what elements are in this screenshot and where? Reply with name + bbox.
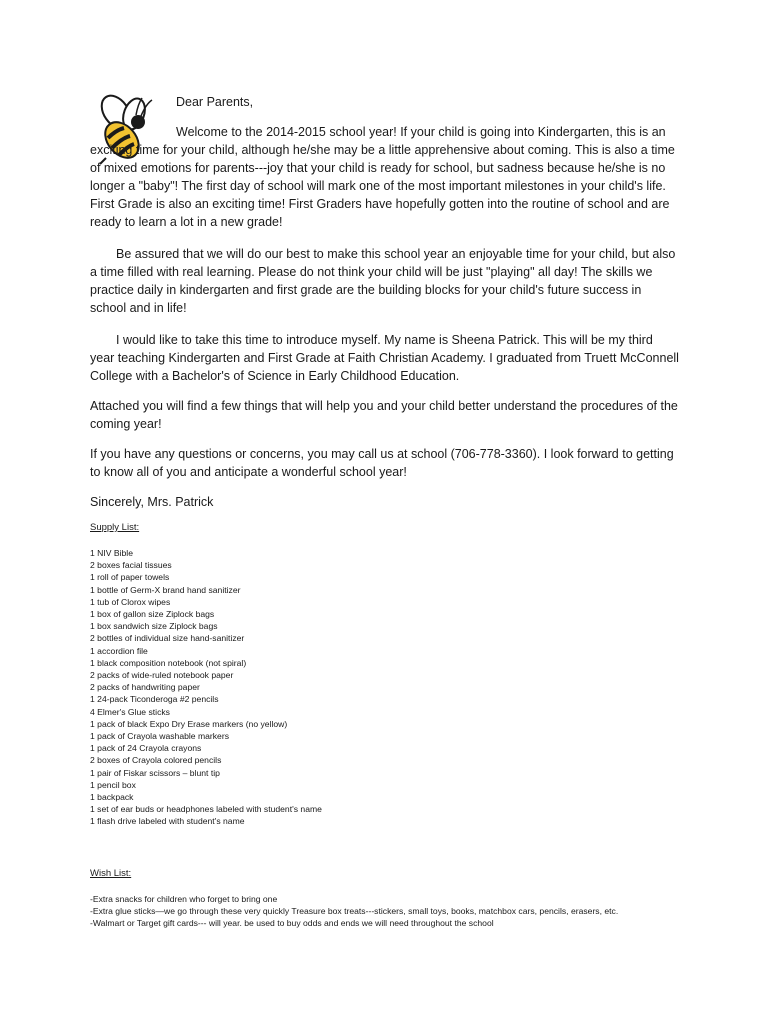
list-item: -Extra glue sticks—we go through these very quickly Treasure box treats---stickers, small toys, books, matchbox cars, pencils, erasers, etc. [90,906,619,917]
letter-paragraph-1: Welcome to the 2014-2015 school year! If your child is going into Kindergarten, this is an exciting time for your child, although he/she may be a little apprehensive about coming. This is also a time of mixed emotions for parents---joy that your child is ready for school, but sadness because he/she is no longer a "baby"! The first day of school will mark one of the most important milestones in your child's life. First Grade is also an exciting time! First Graders have hopefully gotten into the routine of school and are ready to learn a lot in a new grade! [90,125,675,229]
list-item: 1 bottle of Germ-X brand hand sanitizer [90,584,241,595]
list-item: 2 packs of handwriting paper [90,682,200,693]
list-item: 2 packs of wide-ruled notebook paper [90,670,234,681]
list-item: 1 pack of 24 Crayola crayons [90,743,202,754]
list-item: -Extra snacks for children who forget to bring one [90,894,278,904]
salutation: Dear Parents, [176,95,254,109]
list-item: 1 box of gallon size Ziplock bags [90,609,215,620]
list-item: 1 roll of paper towels [90,572,170,583]
list-item: 4 Elmer's Glue sticks [90,706,170,717]
list-item: -Walmart or Target gift cards--- will year. be used to buy odds and ends we will need throughout the school [90,918,494,929]
wish-list-title: Wish List: [90,868,132,879]
wish-list [90,893,690,930]
supply-list [90,547,690,828]
list-item: 1 NIV Bible [90,548,133,558]
list-item: 1 flash drive labeled with student's name [90,816,245,827]
list-item: 1 pencil box [90,779,136,790]
list-item: 1 box sandwich size Ziplock bags [90,621,218,632]
list-item: 1 accordion file [90,645,148,656]
list-item: 1 pack of black Expo Dry Erase markers (no yellow) [90,718,288,729]
list-item: 1 24-pack Ticonderoga #2 pencils [90,694,219,705]
letter-paragraph-5: If you have any questions or concerns, you may call us at school (706-778-3360). I look forward to getting to know all of you and anticipate a wonderful school year! [90,447,674,479]
list-item: 1 pack of Crayola washable markers [90,731,229,742]
signoff: Sincerely, Mrs. Patrick [90,495,214,509]
letter-paragraph-3: I would like to take this time to introduce myself. My name is Sheena Patrick. This will be my third year teaching Kindergarten and First Grade at Faith Christian Academy. I graduated from Truett McConnell College with a Bachelor's of Science in Early Childhood Education. [90,333,679,383]
letter-paragraph-2: Be assured that we will do our best to make this school year an enjoyable time for your child, but also a time filled with real learning. Please do not think your child will be just "playing" all day! The skills we practice daily in kindergarten and first grade are the building blocks for your child's future success in school and in life! [90,247,676,315]
list-item: 1 backpack [90,792,134,803]
list-item: 2 bottles of individual size hand-sanitizer [90,633,245,644]
list-item: 1 black composition notebook (not spiral) [90,657,247,668]
supply-list-title: Supply List: [90,522,140,533]
list-item: 2 boxes facial tissues [90,560,172,571]
list-item: 2 boxes of Crayola colored pencils [90,755,222,766]
letter-paragraph-4: Attached you will find a few things that will help you and your child better understand the procedures of the coming year! [90,399,678,431]
list-item: 1 set of ear buds or headphones labeled with student's name [90,804,322,815]
list-item: 1 tub of Clorox wipes [90,596,171,607]
list-item: 1 pair of Fiskar scissors – blunt tip [90,767,220,778]
